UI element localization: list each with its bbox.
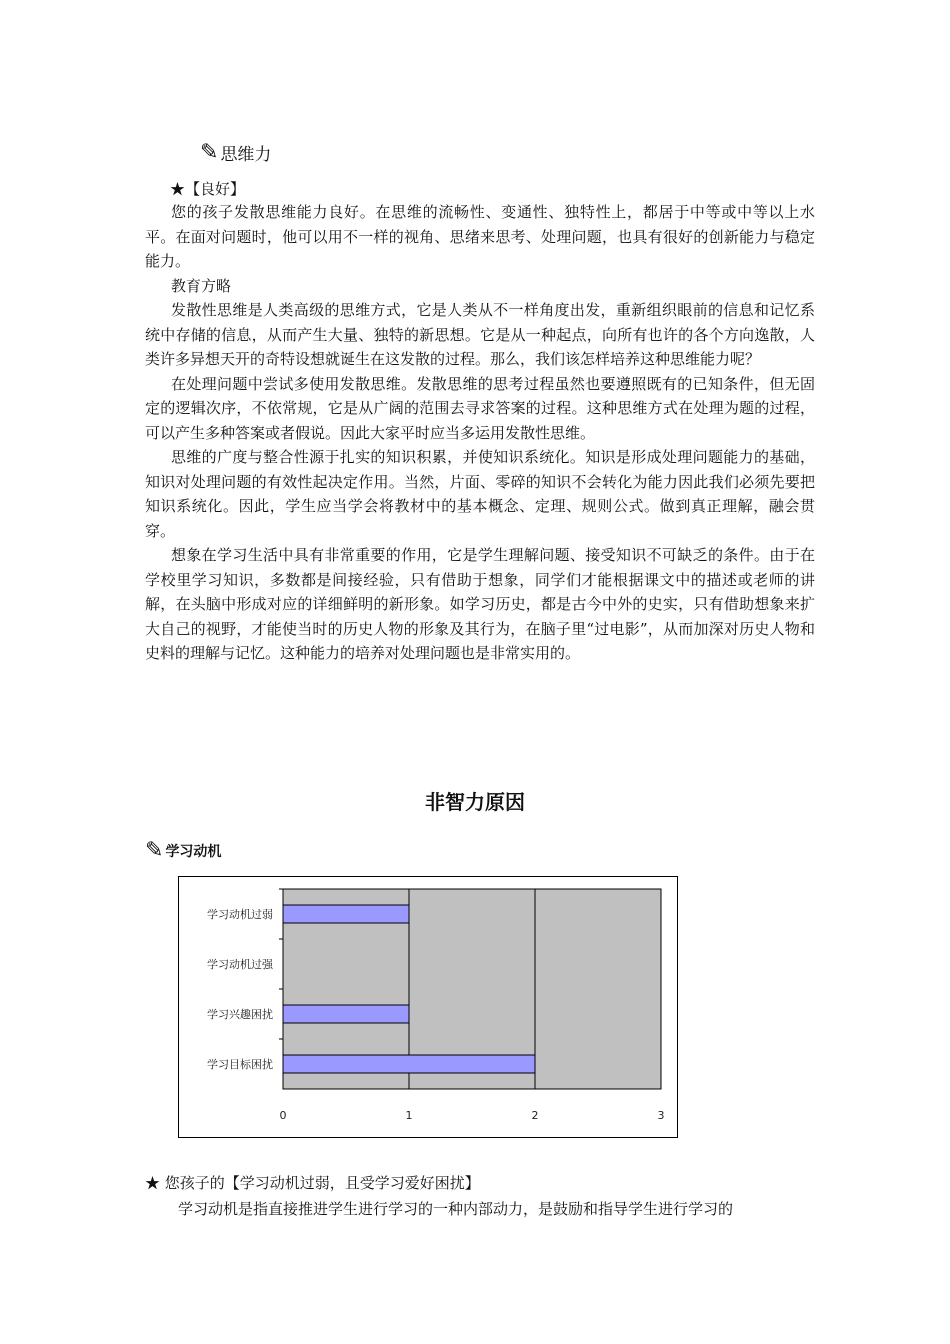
bar (283, 1055, 535, 1073)
motivation-chart (178, 876, 678, 1138)
y-tick-label: 学习兴趣困扰 (207, 1008, 273, 1021)
page-heading: 非智力原因 (425, 790, 525, 814)
pencil-icon: ✎ (145, 838, 164, 863)
y-tick-label: 学习目标困扰 (207, 1058, 273, 1071)
y-tick-label: 学习动机过强 (207, 958, 273, 971)
x-tick-label: 2 (531, 1109, 539, 1122)
result-line: ★ 您孩子的【学习动机过弱，且受学习爱好困扰】 (145, 1174, 480, 1192)
paragraph: 思维的广度与整合性源于扎实的知识积累，并使知识系统化。知识是形成处理问题能力的基础，知识对处理问题的有效性起决定作用。当然，片面、零碎的知识不会转化为能力因此我们必须先要把知识系统化。因此，学生应当学会将教材中的基本概念、定理、规则公式。做到真正理解，融会贯穿。 (145, 448, 815, 540)
body-text (145, 200, 815, 666)
bar (283, 1005, 409, 1023)
rating-label: ★【良好】 (170, 180, 246, 198)
x-tick-label: 3 (657, 1109, 665, 1122)
section-title: 思维力 (220, 145, 272, 165)
paragraph: 学习动机是指直接推进学生进行学习的一种内部动力，是鼓励和指导学生进行学习的 (178, 1200, 734, 1218)
chart-svg (179, 877, 677, 1137)
section-motivation-heading (145, 838, 221, 863)
paragraph: 在处理问题中尝试多使用发散思维。发散思维的思考过程虽然也要遵照既有的已知条件，但无固定的逻辑次序，不依常规，它是从广阔的范围去寻求答案的过程。这种思维方式在处理为题的过程，可以产生多种答案或者假说。因此大家平时应当多运用发散性思维。 (145, 374, 815, 442)
pencil-icon: ✎ (200, 140, 219, 165)
x-tick-label: 1 (405, 1109, 413, 1122)
paragraph: 想象在学习生活中具有非常重要的作用，它是学生理解问题、接受知识不可缺乏的条件。由于在学校里学习知识，多数都是间接经验，只有借助于想象，同学们才能根据课文中的描述或老师的讲解，在头脑中形成对应的详细鲜明的新形象。如学习历史，都是古今中外的史实，只有借助想象来扩大自己的视野，才能使当时的历史人物的形象及其行为，在脑子里“过电影”，从而加深对历史人物和史料的理解与记忆。这种能力的培养对处理问题也是非常实用的。 (145, 546, 815, 662)
y-tick-label: 学习动机过弱 (207, 908, 273, 921)
bar (283, 905, 409, 923)
x-tick-label: 0 (279, 1109, 287, 1122)
paragraph: 您的孩子发散思维能力良好。在思维的流畅性、变通性、独特性上，都居于中等或中等以上水平。在面对问题时，他可以用不一样的视角、思绪来思考、处理问题，也具有很好的创新能力与稳定能力。 (145, 203, 815, 270)
section-title: 学习动机 (165, 843, 222, 860)
section-thinking-heading (200, 140, 271, 165)
paragraph: 发散性思维是人类高级的思维方式，它是人类从不一样角度出发，重新组织眼前的信息和记忆系统中存储的信息，从而产生大量、独特的新思想。它是从一种起点，向所有也许的各个方向逸散，人类许多异想天开的奇特设想就诞生在这发散的过程。那么，我们该怎样培养这种思维能力呢？ (145, 301, 815, 368)
paragraph-heading: 教育方略 (171, 276, 232, 295)
